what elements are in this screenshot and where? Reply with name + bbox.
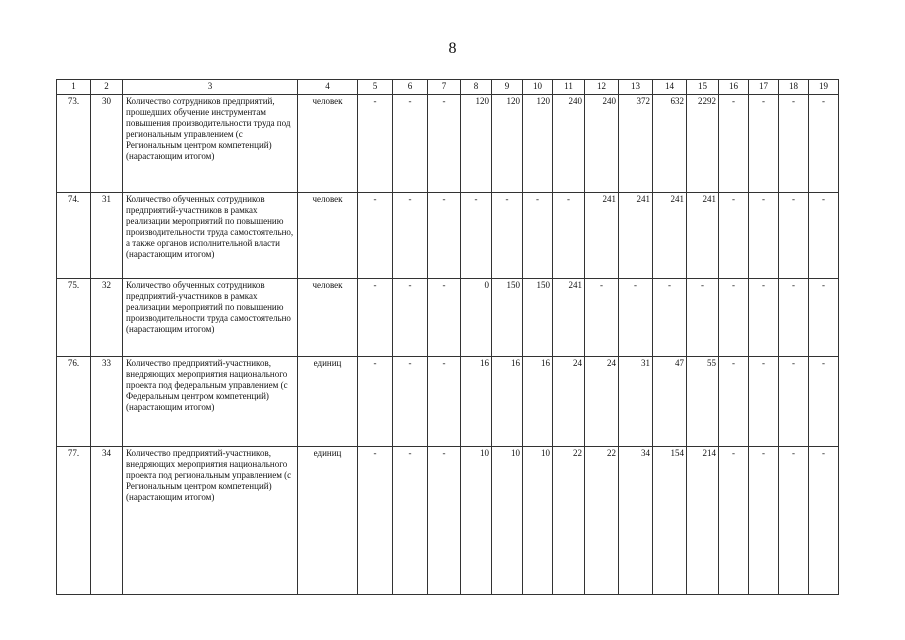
value-cell: -: [779, 357, 809, 447]
value-cell: -: [428, 193, 461, 279]
value-cell: 16: [461, 357, 492, 447]
row-number-cell: 30: [91, 95, 123, 193]
value-cell: 241: [687, 193, 719, 279]
value-cell: -: [393, 193, 428, 279]
value-cell: -: [809, 447, 839, 595]
value-cell: 10: [492, 447, 523, 595]
value-cell: 214: [687, 447, 719, 595]
column-header: 16: [719, 80, 749, 95]
value-cell: 47: [653, 357, 687, 447]
page-number: 8: [448, 40, 457, 57]
value-cell: -: [719, 447, 749, 595]
column-header: 11: [553, 80, 585, 95]
row-index-cell: 74.: [57, 193, 91, 279]
table-row: [57, 447, 839, 595]
value-cell: -: [779, 95, 809, 193]
column-header: 13: [619, 80, 653, 95]
value-cell: -: [428, 447, 461, 595]
value-cell: -: [492, 193, 523, 279]
value-cell: -: [749, 357, 779, 447]
value-cell: 154: [653, 447, 687, 595]
column-header: 18: [779, 80, 809, 95]
value-cell: 241: [653, 193, 687, 279]
indicator-name-cell: Количество обученных сотрудников предприятий-участников в рамках реализации мероприятий по повышению производительности труда самостоятельно, а также органов исполнительной власти (нарастающим итогом): [123, 193, 298, 279]
value-cell: 240: [585, 95, 619, 193]
value-cell: -: [809, 193, 839, 279]
indicator-name-cell: Количество предприятий-участников, внедряющих мероприятия национального проекта под федеральным управлением (с Федеральным центром компетенций) (нарастающим итогом): [123, 357, 298, 447]
unit-cell: единиц: [298, 447, 358, 595]
value-cell: -: [749, 193, 779, 279]
value-cell: -: [779, 279, 809, 357]
value-cell: 632: [653, 95, 687, 193]
value-cell: -: [358, 193, 393, 279]
value-cell: -: [653, 279, 687, 357]
value-cell: -: [585, 279, 619, 357]
column-header: 3: [123, 80, 298, 95]
value-cell: -: [358, 95, 393, 193]
column-header: 15: [687, 80, 719, 95]
value-cell: 55: [687, 357, 719, 447]
value-cell: 22: [553, 447, 585, 595]
value-cell: 16: [492, 357, 523, 447]
row-index-cell: 73.: [57, 95, 91, 193]
value-cell: -: [749, 279, 779, 357]
table-row: [57, 193, 839, 279]
value-cell: -: [687, 279, 719, 357]
value-cell: 24: [553, 357, 585, 447]
value-cell: 120: [492, 95, 523, 193]
value-cell: 120: [523, 95, 553, 193]
column-header: 8: [461, 80, 492, 95]
unit-cell: человек: [298, 193, 358, 279]
value-cell: 2292: [687, 95, 719, 193]
column-header: 17: [749, 80, 779, 95]
value-cell: -: [719, 193, 749, 279]
column-header: 5: [358, 80, 393, 95]
value-cell: -: [719, 357, 749, 447]
value-cell: 372: [619, 95, 653, 193]
value-cell: -: [461, 193, 492, 279]
column-header: 4: [298, 80, 358, 95]
value-cell: 0: [461, 279, 492, 357]
column-header: 6: [393, 80, 428, 95]
header-row: [57, 80, 839, 95]
value-cell: 34: [619, 447, 653, 595]
value-cell: -: [619, 279, 653, 357]
value-cell: -: [719, 95, 749, 193]
value-cell: -: [809, 95, 839, 193]
row-index-cell: 77.: [57, 447, 91, 595]
row-number-cell: 34: [91, 447, 123, 595]
value-cell: -: [358, 447, 393, 595]
column-header: 2: [91, 80, 123, 95]
row-number-cell: 32: [91, 279, 123, 357]
row-index-cell: 76.: [57, 357, 91, 447]
table-row: [57, 357, 839, 447]
value-cell: 10: [523, 447, 553, 595]
value-cell: 150: [523, 279, 553, 357]
value-cell: 10: [461, 447, 492, 595]
value-cell: 241: [619, 193, 653, 279]
value-cell: -: [719, 279, 749, 357]
table-row: [57, 95, 839, 193]
column-header: 7: [428, 80, 461, 95]
table-row: [57, 279, 839, 357]
value-cell: 120: [461, 95, 492, 193]
value-cell: 240: [553, 95, 585, 193]
value-cell: -: [428, 95, 461, 193]
unit-cell: человек: [298, 279, 358, 357]
unit-cell: единиц: [298, 357, 358, 447]
value-cell: -: [779, 447, 809, 595]
value-cell: -: [749, 95, 779, 193]
value-cell: 150: [492, 279, 523, 357]
indicator-name-cell: Количество предприятий-участников, внедряющих мероприятия национального проекта под региональным управлением (с Региональным центром компетенций) (нарастающим итогом): [123, 447, 298, 595]
value-cell: -: [393, 447, 428, 595]
value-cell: -: [809, 357, 839, 447]
column-header: 12: [585, 80, 619, 95]
column-header: 10: [523, 80, 553, 95]
value-cell: 241: [553, 279, 585, 357]
row-index-cell: 75.: [57, 279, 91, 357]
indicators-table: [56, 79, 839, 595]
value-cell: -: [523, 193, 553, 279]
row-number-cell: 33: [91, 357, 123, 447]
column-header: 1: [57, 80, 91, 95]
value-cell: -: [393, 279, 428, 357]
table-body: [57, 95, 839, 595]
value-cell: -: [553, 193, 585, 279]
value-cell: 16: [523, 357, 553, 447]
value-cell: 241: [585, 193, 619, 279]
indicator-name-cell: Количество сотрудников предприятий, прошедших обучение инструментам повышения производительности труда под региональным управлением (с Региональным центром компетенций) (нарастающим итогом): [123, 95, 298, 193]
value-cell: 24: [585, 357, 619, 447]
value-cell: 22: [585, 447, 619, 595]
value-cell: -: [358, 279, 393, 357]
value-cell: -: [393, 95, 428, 193]
indicator-name-cell: Количество обученных сотрудников предприятий-участников в рамках реализации мероприятий по повышению производительности труда самостоятельно (нарастающим итогом): [123, 279, 298, 357]
column-header: 19: [809, 80, 839, 95]
unit-cell: человек: [298, 95, 358, 193]
value-cell: 31: [619, 357, 653, 447]
value-cell: -: [393, 357, 428, 447]
row-number-cell: 31: [91, 193, 123, 279]
value-cell: -: [358, 357, 393, 447]
value-cell: -: [428, 279, 461, 357]
column-header: 9: [492, 80, 523, 95]
column-header: 14: [653, 80, 687, 95]
value-cell: -: [428, 357, 461, 447]
value-cell: -: [749, 447, 779, 595]
value-cell: -: [779, 193, 809, 279]
value-cell: -: [809, 279, 839, 357]
